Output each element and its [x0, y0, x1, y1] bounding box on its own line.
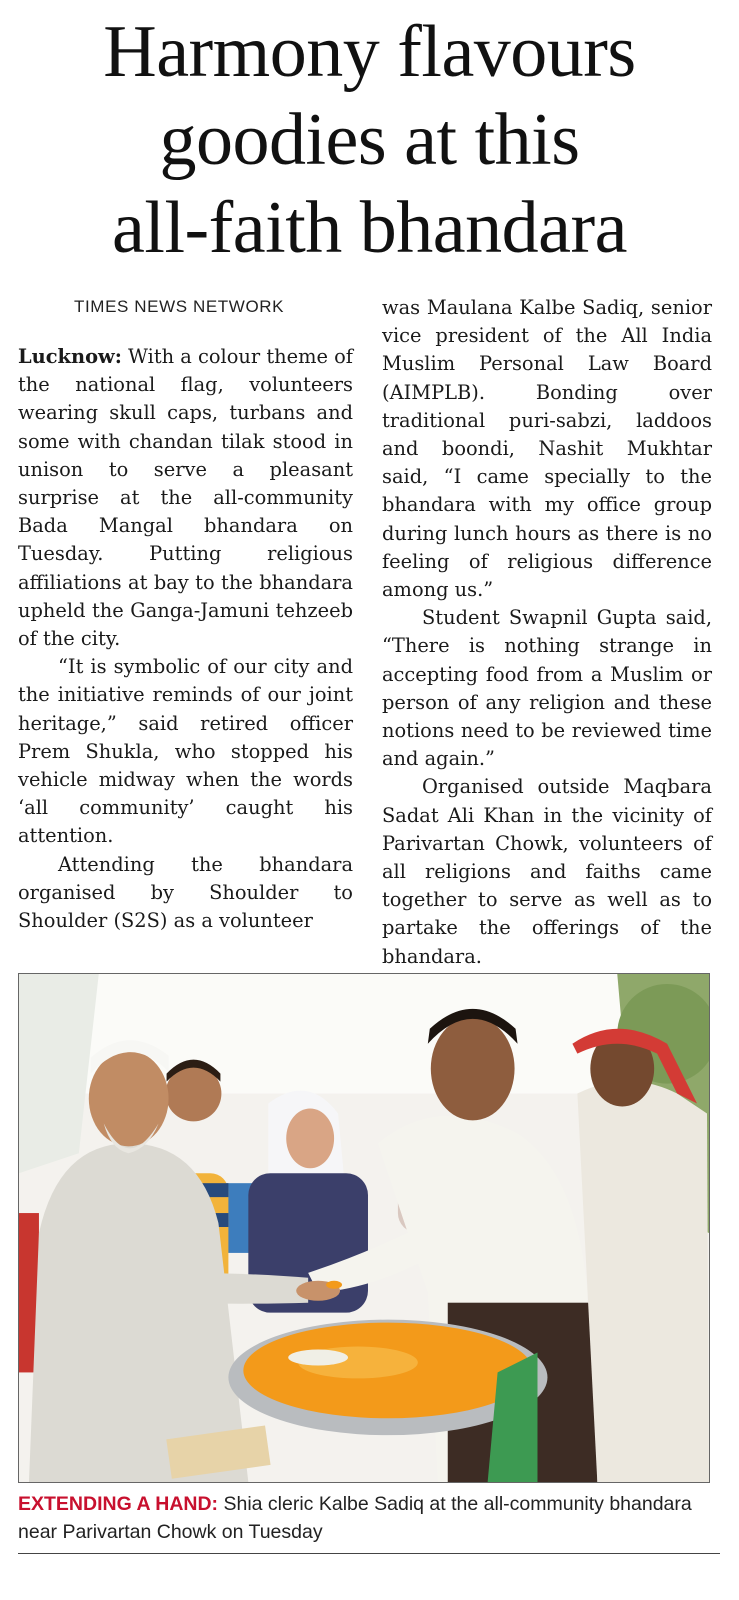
caption-label: EXTENDING A HAND: — [18, 1493, 219, 1515]
article-column-left — [18, 295, 353, 935]
headline-line-2: goodies at this — [159, 99, 580, 181]
photo-caption — [18, 1490, 718, 1546]
dateline: Lucknow: — [18, 345, 122, 368]
prasad-in-hand — [326, 1281, 342, 1289]
news-photo — [18, 973, 710, 1483]
photo-illustration — [19, 974, 709, 1482]
paragraph-text: With a colour theme of the national flag, volunteers wearing skull caps, turbans and some with chandan tilak stood in unison to serve a pleasant surprise at the all-community Bada Mangal bhandara on Tuesday. Putting religious affiliations at bay to the bhandara upheld the Ganga-Jamuni tehzeeb of the city. — [18, 345, 353, 651]
article-paragraph: Organised outside Maqbara Sadat Ali Khan in the vicinity of Parivartan Chowk, volunteers of all religions and faiths came together to serve as well as to partake the offerings of the bhandara. — [382, 775, 712, 968]
article-paragraph: Attending the bhandara organised by Shoulder to Shoulder (S2S) as a volunteer — [18, 852, 353, 933]
headline — [0, 8, 739, 272]
turban-man-shirt — [577, 1081, 709, 1482]
article-paragraph: Student Swapnil Gupta said, “There is nothing strange in accepting food from a Muslim or person of any religion and these notions need to be reviewed time and again.” — [382, 606, 712, 771]
woman-face — [286, 1108, 334, 1168]
volunteer-face — [431, 1017, 515, 1121]
article-paragraph — [18, 343, 353, 653]
headline-line-1: Harmony flavours — [103, 11, 636, 93]
cleric-face — [89, 1051, 169, 1147]
caption-text: Shia cleric Kalbe Sadiq at the all-community bhandara near Parivartan Chowk on Tuesday — [18, 1493, 692, 1543]
headline-line-3: all-faith bhandara — [112, 187, 627, 269]
article-paragraph: was Maulana Kalbe Sadiq, senior vice president of the All India Muslim Personal Law Board (AIMPLB). Bonding over traditional puri-sabzi, laddoos and boondi, Nashit Mukhtar said, “I came specially to the bhandara with my office group during lunch hours as there is no feeling of religious difference among us.” — [382, 296, 712, 602]
article-column-right — [382, 294, 712, 971]
bottom-rule — [18, 1553, 720, 1554]
byline: TIMES NEWS NETWORK — [74, 297, 285, 316]
platter-reflection — [288, 1350, 348, 1366]
article-paragraph: “It is symbolic of our city and the initiative reminds of our joint heritage,” said retired officer Prem Shukla, who stopped his vehicle midway when the words ‘all community’ caught his attention. — [18, 655, 353, 848]
cleric-arm — [179, 1273, 309, 1304]
